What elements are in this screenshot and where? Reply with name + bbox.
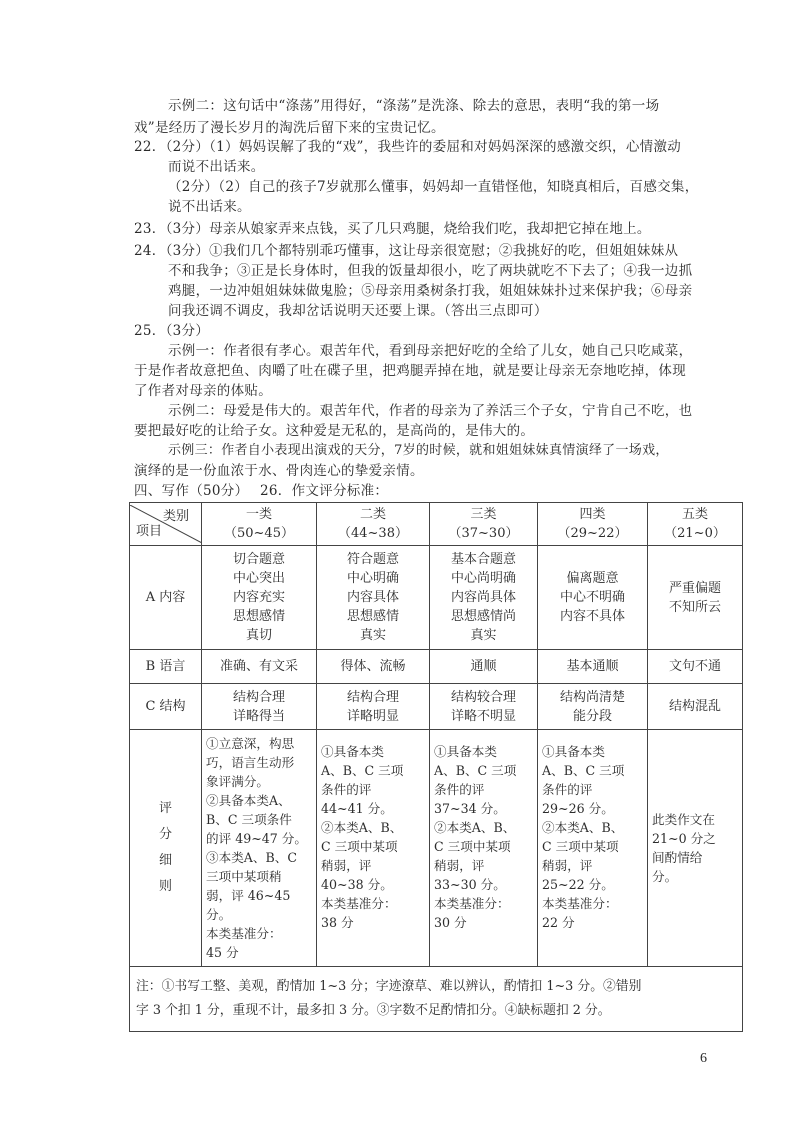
rules-class-1: ①立意深，构思 巧，语言生动形 象评满分。 ②具备本类A、 B、C 三项条件 的评 49~47 分。 ③本类A、B、C 三项中某项稍 弱，评 46~45 分。 本类基准分： 45 分 [202,730,317,967]
q22-part1-line-1: 22．（2分）（1）妈妈误解了我的“戏”，我些许的委屈和对妈妈深深的感激交织，心情激动 [134,139,682,155]
language-class-3: 通顺 [430,650,538,684]
row-label-content: A 内容 [130,546,202,650]
q25-example1-line-2: 于是作者故意把鱼、肉嚼了吐在碟子里，把鸡腿弄掉在地，就是要让母亲无奈地吃掉，体现 [134,363,686,379]
q25-example2-line-2: 要把最好吃的让给子女。这种爱是无私的，是高尚的，是伟大的。 [134,423,535,439]
structure-class-2: 结构合理 详略明显 [317,684,430,730]
structure-class-1: 结构合理 详略得当 [202,684,317,730]
q25-heading: 25．（3分） [134,323,210,339]
table-row-scoring-rules [130,730,743,967]
content-class-1: 切合题意 中心突出 内容充实 思想感情 真切 [202,546,317,650]
language-class-2: 得体、流畅 [317,650,430,684]
corner-category-label: 类别 [162,509,189,524]
language-class-1: 准确、有文采 [202,650,317,684]
header-class-4: 四类 （29~22） [538,503,648,546]
row-label-rules: 评 分 细 则 [130,730,202,967]
rules-class-5: 此类作文在 21~0 分之 间酌情给 分。 [648,730,743,967]
header-corner-cell [130,503,202,546]
q22-part2-line-2: 说不出话来。 [168,199,251,215]
q23-answer: 23．（3分）母亲从娘家弄来点钱，买了几只鸡腿，烧给我们吃，我却把它掉在地上。 [134,221,651,237]
table-header-row [130,503,743,546]
header-class-2: 二类 （44~38） [317,503,430,546]
table-row-structure [130,684,743,730]
q24-line-1: 24．（3分）①我们几个都特别乖巧懂事，这让母亲很宽慰；②我挑好的吃，但姐姐妹妹从 [134,243,679,259]
header-class-3: 三类 （37~30） [430,503,538,546]
content-class-2: 符合题意 中心明确 内容具体 思想感情 真实 [317,546,430,650]
rules-class-4: ①具备本类 A、B、C 三项 条件的评 29~26 分。 ②本类A、B、 C 三项中某项 稍弱，评 25~22 分。 本类基准分： 22 分 [538,730,648,967]
structure-class-4: 结构尚清楚 能分段 [538,684,648,730]
row-label-structure: C 结构 [130,684,202,730]
q25-example1-line-1: 示例一：作者很有孝心。艰苦年代，看到母亲把好吃的全给了儿女，她自己只吃咸菜， [168,343,693,359]
q24-line-2: 不和我争；③正是长身体时，但我的饭量却很小，吃了两块就吃不下去了；④我一边抓 [168,263,693,279]
table-row-content [130,546,743,650]
page-number: 6 [700,1051,707,1066]
example-two-line-1: 示例二：这句话中“涤荡”用得好，“涤荡”是洗涤、除去的意思，表明“我的第一场 [168,98,660,114]
q22-part2-line-1: （2分）（2）自己的孩子7岁就那么懂事，妈妈却一直错怪他，知晓真相后，百感交集， [168,179,699,195]
q25-example2-line-1: 示例二：母爱是伟大的。艰苦年代，作者的母亲为了养活三个子女，宁肯自己不吃，也 [168,403,693,419]
structure-class-3: 结构较合理 详略不明显 [430,684,538,730]
content-class-4: 偏离题意 中心不明确 内容不具体 [538,546,648,650]
content-class-5: 严重偏题 不知所云 [648,546,743,650]
writing-section-heading: 四、写作（50分） [134,483,249,499]
q22-part1-line-2: 而说不出话来。 [168,159,265,175]
header-class-5: 五类 （21~0） [648,503,743,546]
scoring-notes: 注：①书写工整、美观，酌情加 1~3 分；字迹潦草、难以辨认，酌情扣 1~3 分。②错别 字 3 个扣 1 分，重现不计，最多扣 3 分。③字数不足酌情扣分。④缺标题扣 2 分。 [130,967,743,1032]
example-two-line-2: 戏”是经历了漫长岁月的淘洗后留下来的宝贵记忆。 [134,120,445,136]
q25-example3-line-1: 示例三：作者自小表现出演戏的天分，7岁的时候，就和姐姐妹妹真情演绎了一场戏， [168,443,669,458]
rules-class-2: ①具备本类 A、B、C 三项 条件的评 44~41 分。 ②本类A、B、 C 三项中某项 稍弱，评 40~38 分。 本类基准分： 38 分 [317,730,430,967]
q24-line-4: 问我还调不调皮，我却岔话说明天还要上课。（答出三点即可） [168,303,548,319]
essay-scoring-table [129,502,743,1032]
row-label-language: B 语言 [130,650,202,684]
corner-item-label: 项目 [136,524,163,539]
rules-class-3: ①具备本类 A、B、C 三项 条件的评 37~34 分。 ②本类A、B、 C 三项中某项 稍弱，评 33~30 分。 本类基准分： 30 分 [430,730,538,967]
language-class-5: 文句不通 [648,650,743,684]
q25-example1-line-3: 了作者对母亲的体贴。 [134,383,272,399]
structure-class-5: 结构混乱 [648,684,743,730]
language-class-4: 基本通顺 [538,650,648,684]
table-row-notes [130,967,743,1032]
header-class-1: 一类 （50~45） [202,503,317,546]
q25-example3-line-2: 演绎的是一份血浓于水、骨肉连心的挚爱亲情。 [134,463,424,479]
content-class-3: 基本合题意 中心尚明确 内容尚具体 思想感情尚 真实 [430,546,538,650]
table-row-language [130,650,743,684]
q26-heading: 26．作文评分标准： [260,483,389,499]
q24-line-3: 鸡腿，一边冲姐姐妹妹做鬼脸；⑤母亲用桑树条打我，姐姐妹妹扑过来保护我；⑥母亲 [168,283,693,299]
